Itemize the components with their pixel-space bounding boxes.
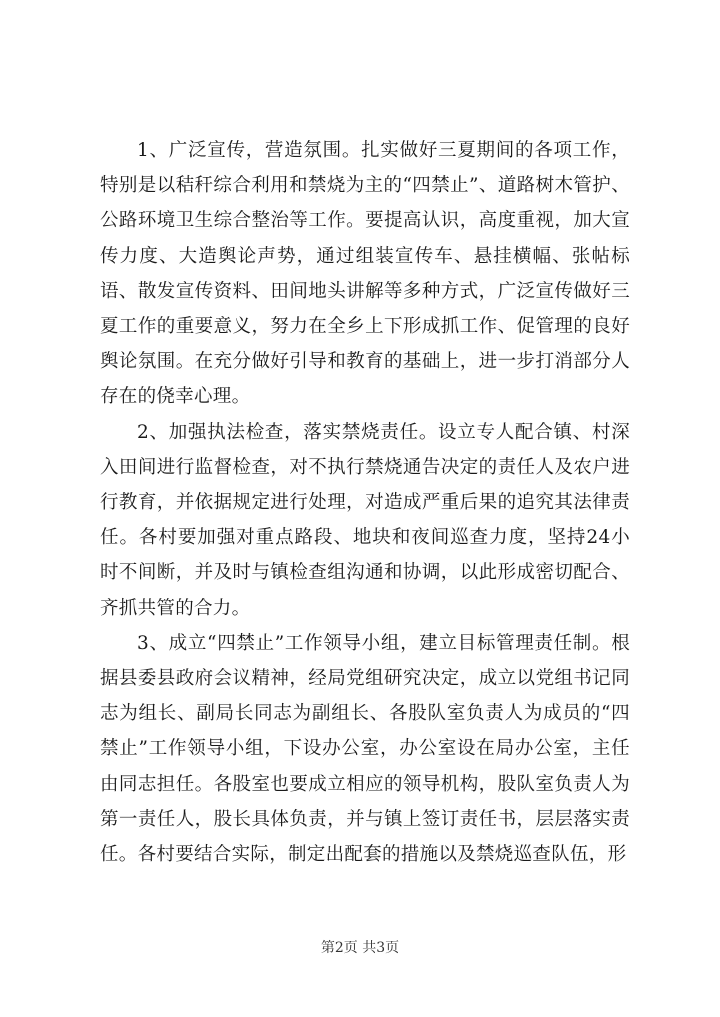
paragraph-2: 2、加强执法检查，落实禁烧责任。设立专人配合镇、村深入田间进行监督检查，对不执行禁烧通告决定的责任人及农户进行教育，并依据规定进行处理，对造成严重后果的追究其法律责任。各村要加强对重点路段、地块和夜间巡查力度，坚持24小时不间断，并及时与镇检查组沟通和协调，以此形成密切配合、齐抓共管的合力。: [100, 421, 630, 619]
paragraph-1: 1、广泛宣传，营造氛围。扎实做好三夏期间的各项工作，特别是以秸秆综合利用和禁烧为主的“四禁止”、道路树木管护、公路环境卫生综合整治等工作。要提高认识，高度重视，加大宣传力度、大造舆论声势，通过组装宣传车、悬挂横幅、张帖标语、散发宣传资料、田间地头讲解等多种方式，广泛宣传做好三夏工作的重要意义，努力在全乡上下形成抓工作、促管理的良好舆论氛围。在充分做好引导和教育的基础上，进一步打消部分人存在的侥幸心理。: [100, 140, 630, 408]
document-body: [100, 133, 630, 872]
paragraph-3: 3、成立“四禁止”工作领导小组，建立目标管理责任制。根据县委县政府会议精神，经局党组研究决定，成立以党组书记同志为组长、副局长同志为副组长、各股队室负责人为成员的“四禁止”工作领导小组，下设办公室，办公室设在局办公室，主任由同志担任。各股室也要成立相应的领导机构，股队室负责人为第一责任人，股长具体负责，并与镇上签订责任书，层层落实责任。各村要结合实际，制定出配套的措施以及禁烧巡查队伍，形: [100, 632, 630, 866]
page-footer: 第2页 共3页: [320, 940, 400, 956]
